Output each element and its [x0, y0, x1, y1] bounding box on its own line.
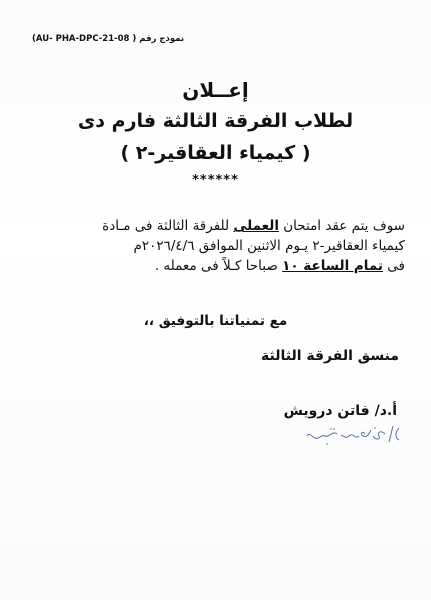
course-heading: ( كيمياء العقاقير-٢ ) — [120, 142, 311, 164]
body-line-1-start: سوف يتم عقد امتحان — [278, 218, 405, 234]
body-line-3-end: صباحا كـلاً فى معمله . — [154, 258, 283, 274]
signatory-title: منسق الفرقة الثالثة — [261, 348, 399, 364]
announcement-heading: إعــلان — [182, 78, 249, 102]
body-line-3 — [25, 256, 405, 276]
practical-exam-emphasis: العملى — [233, 218, 279, 234]
audience-heading: لطلاب الفرقة الثالثة فارم دى — [77, 110, 354, 132]
body-line-1-end: للفرقة الثالثة فى مـادة — [102, 218, 234, 234]
closing-wishes: مع تمنياتنا بالتوفيق ،، — [143, 313, 288, 329]
body-line-2: كيمياء العقاقير-٢ يـوم الاثنين الموافق ٢٠٢٦/٤/٦م — [133, 238, 405, 254]
handwritten-signature — [303, 418, 403, 452]
signatory-name: أ.د/ فاتن درويش — [283, 403, 397, 419]
stars-divider: ****** — [192, 173, 239, 188]
exam-time-emphasis: تمام الساعة ١٠ — [282, 258, 383, 274]
announcement-body — [25, 216, 405, 276]
body-line-3-start: فى — [383, 258, 405, 274]
form-code: (AU- PHA-DPC-21-08 ) نموذج رقم — [32, 34, 185, 44]
body-line-1 — [25, 216, 405, 236]
